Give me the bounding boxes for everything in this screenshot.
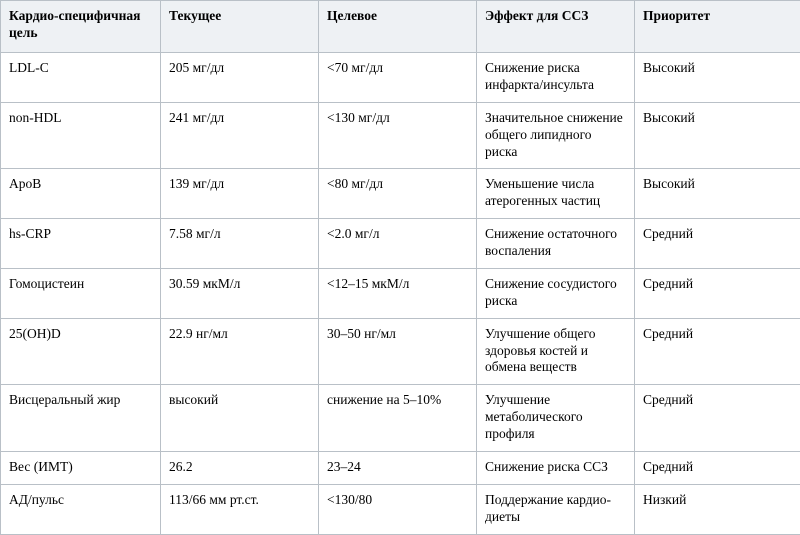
table-header-row	[1, 1, 800, 53]
table-row	[1, 219, 800, 269]
cell-effect: Значительное снижение общего липидного риска	[477, 102, 635, 169]
cell-target: <70 мг/дл	[319, 53, 477, 103]
table-row	[1, 484, 800, 534]
cell-effect: Снижение риска ССЗ	[477, 451, 635, 484]
cell-current: 113/66 мм рт.ст.	[161, 484, 319, 534]
column-header-current: Текущее	[161, 1, 319, 53]
cell-goal: Гомоцистеин	[1, 268, 161, 318]
cell-current: 26.2	[161, 451, 319, 484]
cell-priority: Высокий	[635, 102, 800, 169]
cell-current: 7.58 мг/л	[161, 219, 319, 269]
cell-current: 22.9 нг/мл	[161, 318, 319, 385]
cell-current: 205 мг/дл	[161, 53, 319, 103]
cell-current: 139 мг/дл	[161, 169, 319, 219]
cell-current: 30.59 мкМ/л	[161, 268, 319, 318]
cell-goal: Висцеральный жир	[1, 385, 161, 452]
cell-goal: hs-CRP	[1, 219, 161, 269]
cell-effect: Улучшение метаболического профиля	[477, 385, 635, 452]
cell-goal: Вес (ИМТ)	[1, 451, 161, 484]
cell-target: <2.0 мг/л	[319, 219, 477, 269]
column-header-priority: Приоритет	[635, 1, 800, 53]
cell-priority: Средний	[635, 219, 800, 269]
table-row	[1, 385, 800, 452]
table-body	[1, 53, 800, 535]
table-row	[1, 102, 800, 169]
table-header	[1, 1, 800, 53]
cell-effect: Поддержание кардио-диеты	[477, 484, 635, 534]
table-row	[1, 451, 800, 484]
cell-goal: non-HDL	[1, 102, 161, 169]
cell-goal: АД/пульс	[1, 484, 161, 534]
cell-target: 30–50 нг/мл	[319, 318, 477, 385]
table-row	[1, 268, 800, 318]
cell-priority: Низкий	[635, 484, 800, 534]
cell-target: <130 мг/дл	[319, 102, 477, 169]
cell-current: 241 мг/дл	[161, 102, 319, 169]
cell-effect: Снижение риска инфаркта/инсульта	[477, 53, 635, 103]
cell-priority: Высокий	[635, 53, 800, 103]
cell-priority: Средний	[635, 385, 800, 452]
cell-target: <130/80	[319, 484, 477, 534]
cell-priority: Средний	[635, 318, 800, 385]
cell-priority: Средний	[635, 451, 800, 484]
cell-priority: Средний	[635, 268, 800, 318]
cell-target: <80 мг/дл	[319, 169, 477, 219]
cell-current: высокий	[161, 385, 319, 452]
cell-goal: 25(OH)D	[1, 318, 161, 385]
cell-effect: Улучшение общего здоровья костей и обмена веществ	[477, 318, 635, 385]
table-row	[1, 53, 800, 103]
table-row	[1, 318, 800, 385]
cell-effect: Снижение остаточного воспаления	[477, 219, 635, 269]
cell-target: снижение на 5–10%	[319, 385, 477, 452]
cell-goal: LDL-C	[1, 53, 161, 103]
column-header-target: Целевое	[319, 1, 477, 53]
cell-target: <12–15 мкМ/л	[319, 268, 477, 318]
column-header-effect: Эффект для ССЗ	[477, 1, 635, 53]
cell-target: 23–24	[319, 451, 477, 484]
table-row	[1, 169, 800, 219]
column-header-goal: Кардио-специфичная цель	[1, 1, 161, 53]
cell-goal: ApoB	[1, 169, 161, 219]
cell-priority: Высокий	[635, 169, 800, 219]
cell-effect: Уменьшение числа атерогенных частиц	[477, 169, 635, 219]
cell-effect: Снижение сосудистого риска	[477, 268, 635, 318]
